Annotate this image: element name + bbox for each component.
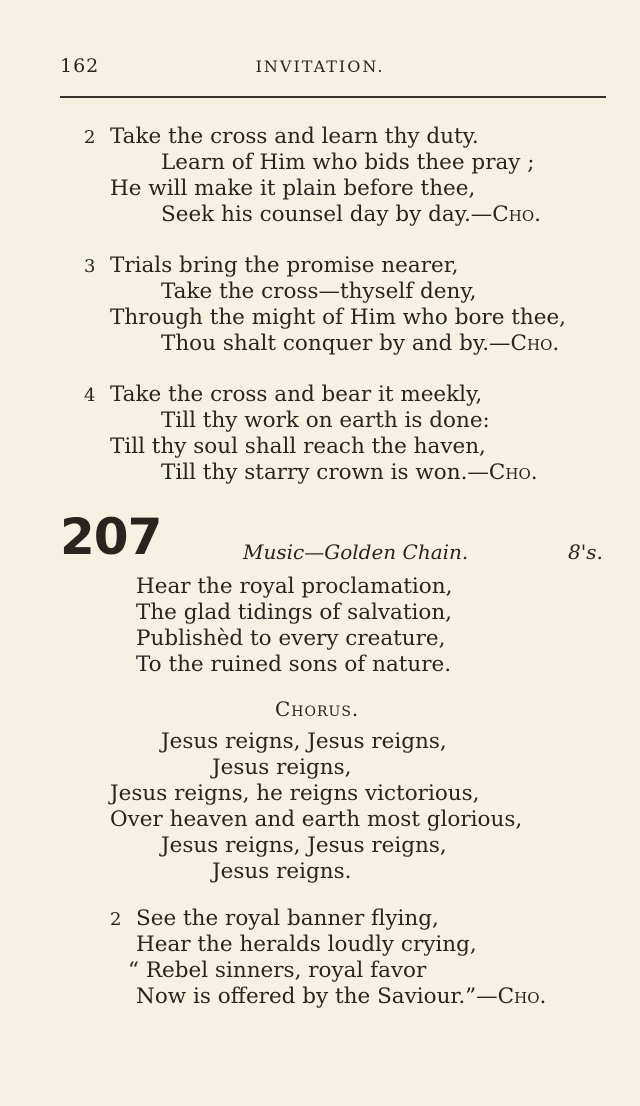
- verse-line: Hear the royal proclamation,: [136, 574, 453, 599]
- verse-line: Now is offered by the Saviour.”—Cho.: [136, 984, 547, 1009]
- music-attribution: Music—Golden Chain.: [243, 540, 469, 564]
- stanza-line: Take the cross and learn thy duty.: [110, 124, 479, 149]
- verse-line: The glad tidings of salvation,: [136, 600, 453, 625]
- verse-line: “ Rebel sinners, royal favor: [128, 958, 427, 983]
- hymn-number: 207: [60, 508, 162, 566]
- stanza-number: 3: [84, 256, 96, 277]
- verse-line: To the ruined sons of nature.: [136, 652, 452, 677]
- chorus-line: Jesus reigns, Jesus reigns,: [161, 729, 447, 754]
- stanza-line: Till thy starry crown is won.—Cho.: [161, 460, 538, 485]
- chorus-line: Jesus reigns, Jesus reigns,: [161, 833, 447, 858]
- stanza-number: 2: [110, 909, 122, 930]
- chorus-ref: Cho.: [497, 984, 547, 1009]
- chorus-line: Over heaven and earth most glorious,: [110, 807, 523, 832]
- chorus-line: Jesus reigns.: [212, 859, 352, 884]
- chorus-ref: Cho.: [510, 331, 560, 356]
- verse-line: Publishèd to every creature,: [136, 626, 446, 651]
- meter: 8's.: [568, 540, 603, 564]
- stanza-line: Take the cross—thyself deny,: [161, 279, 477, 304]
- verse-line: See the royal banner flying,: [136, 906, 439, 931]
- chorus-ref: Cho.: [488, 460, 538, 485]
- chorus-line: Jesus reigns,: [212, 755, 352, 780]
- page-number: 162: [60, 55, 100, 77]
- stanza-line: Through the might of Him who bore thee,: [110, 305, 567, 330]
- stanza-line: Seek his counsel day by day.—Cho.: [161, 202, 541, 227]
- header-rule: [60, 96, 606, 98]
- stanza-line: Learn of Him who bids thee pray ;: [161, 150, 535, 175]
- running-title: INVITATION.: [255, 57, 385, 76]
- stanza-number: 2: [84, 127, 96, 148]
- stanza-line: Trials bring the promise nearer,: [110, 253, 459, 278]
- chorus-line: Jesus reigns, he reigns victorious,: [110, 781, 480, 806]
- verse-line: Hear the heralds loudly crying,: [136, 932, 477, 957]
- stanza-line: Till thy work on earth is done:: [161, 408, 490, 433]
- chorus-label: Chorus.: [275, 697, 360, 721]
- stanza-line: He will make it plain before thee,: [110, 176, 476, 201]
- chorus-ref: Cho.: [492, 202, 541, 227]
- stanza-line: Thou shalt conquer by and by.—Cho.: [161, 331, 560, 356]
- stanza-line: Till thy soul shall reach the haven,: [110, 434, 486, 459]
- stanza-number: 4: [84, 385, 96, 406]
- stanza-line: Take the cross and bear it meekly,: [110, 382, 483, 407]
